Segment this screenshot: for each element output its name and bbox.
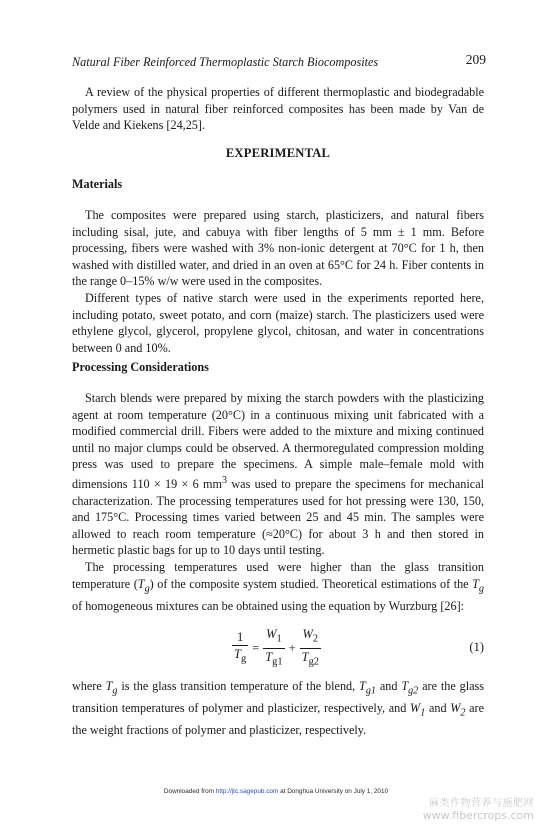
watermark-chinese: 麻类作物营养与施肥网 [429, 798, 534, 809]
definitions-paragraph: where $T_g$ is the glass transition temperature of the blend, $T_{g1}$ and $T_{g2}$ are the glass transition temperatures of polymer and plasticizer, respectively, and $W_1$ and $W_2$ are the weight fractions of polymer and plasticizer, respectively. [72, 679, 484, 738]
equation-body [232, 628, 321, 668]
equation-1 [72, 628, 484, 668]
materials-paragraph-2: Different types of native starch were used in the experiments reported here, including potato, sweet potato, and corn (maize) starch. The plasticizers used were ethylene glycol, glycerol, propylene glycol, chitosan, and water in concentrations between 0 and 10%. [72, 290, 484, 355]
intro-paragraph-block [72, 84, 484, 134]
page-number: 209 [465, 52, 486, 67]
materials-block [72, 207, 484, 356]
processing-paragraph-1 [72, 390, 484, 559]
equals-sign: = [252, 640, 260, 655]
watermark [394, 798, 534, 822]
materials-paragraph-1: The composites were prepared using starch, plasticizers, and natural fibers including sisal, jute, and cabuya with fiber lengths of 5 mm ± 1 mm. Before processing, fibers were washed with 3% non-ionic detergent at 70°C for 1 h, then washed with distilled water, and dried in an oven at 65°C for 24 h. Fiber contents in the range 0–15% w/w were used in the composites. [72, 208, 484, 289]
definitions-block [72, 678, 484, 739]
processing-block [72, 390, 484, 614]
tg-symbol: $T_g$ [472, 576, 484, 595]
running-title: Natural Fiber Reinforced Thermoplastic Starch Biocomposites [72, 55, 379, 69]
processing-p1-text-a: Starch blends were prepared by mixing the starch powders with the plasticizing agent at room temperature (20°C) in a continuous mixing unit fabricated with a modified commercial drill. Fibers were added to the mixture and mixing continued until no major clumps could be observed. A thermoregulated compression molding press was used to prepare the specimens. A simple male–female mold with dimensions 110 × 19 × 6 mm [72, 391, 484, 492]
footer-link[interactable]: http://jtc.sagepub.com [215, 788, 279, 795]
intro-paragraph: A review of the physical properties of different thermoplastic and biodegradable polymers used in natural fiber reinforced composites has been made by Van de Velde and Kiekens [24,25]. [72, 85, 484, 133]
tg-symbol: $T_g$ [137, 576, 150, 595]
watermark-url: www.fibercrops.com [422, 809, 534, 822]
processing-p1-text-b: was used to prepare the specimens for mechanical characterization. The processing temperatures used for hot pressing were 130, 150, and 175°C. Processing times varied between 25 and 45 min. The samples were allowed to reach room temperature (≈20°C) for about 3 h and then stored in hermetic plastic bags for up to 10 days until testing. [72, 477, 484, 558]
plus-sign: + [288, 640, 296, 655]
unit-exponent: 3 [222, 474, 228, 486]
equation-term-1: $\frac{W_1}{T_{g1}}$ [263, 626, 284, 670]
processing-paragraph-2 [72, 559, 484, 614]
footer-prefix: Downloaded from [163, 788, 216, 795]
subsection-heading-materials: Materials [72, 177, 123, 191]
processing-p2-text-c: of homogeneous mixtures can be obtained using the equation by Wurzburg [26]: [72, 598, 465, 613]
section-heading-experimental: EXPERIMENTAL [225, 146, 331, 160]
equation-lhs: $\frac{1}{T_g}$ [232, 629, 248, 668]
footer-suffix: at Donghua University on July 1, 2010 [278, 788, 389, 795]
download-footer [0, 788, 552, 795]
equation-number: (1) [469, 640, 484, 654]
processing-p2-text-b: ) of the composite system studied. Theoretical estimations of the [149, 576, 473, 591]
processing-p2-text-a: The processing temperatures used were higher than the glass transition temperature ( [72, 560, 484, 591]
subsection-heading-processing: Processing Considerations [72, 360, 209, 374]
equation-term-2: $\frac{W_2}{T_{g2}}$ [300, 626, 321, 670]
